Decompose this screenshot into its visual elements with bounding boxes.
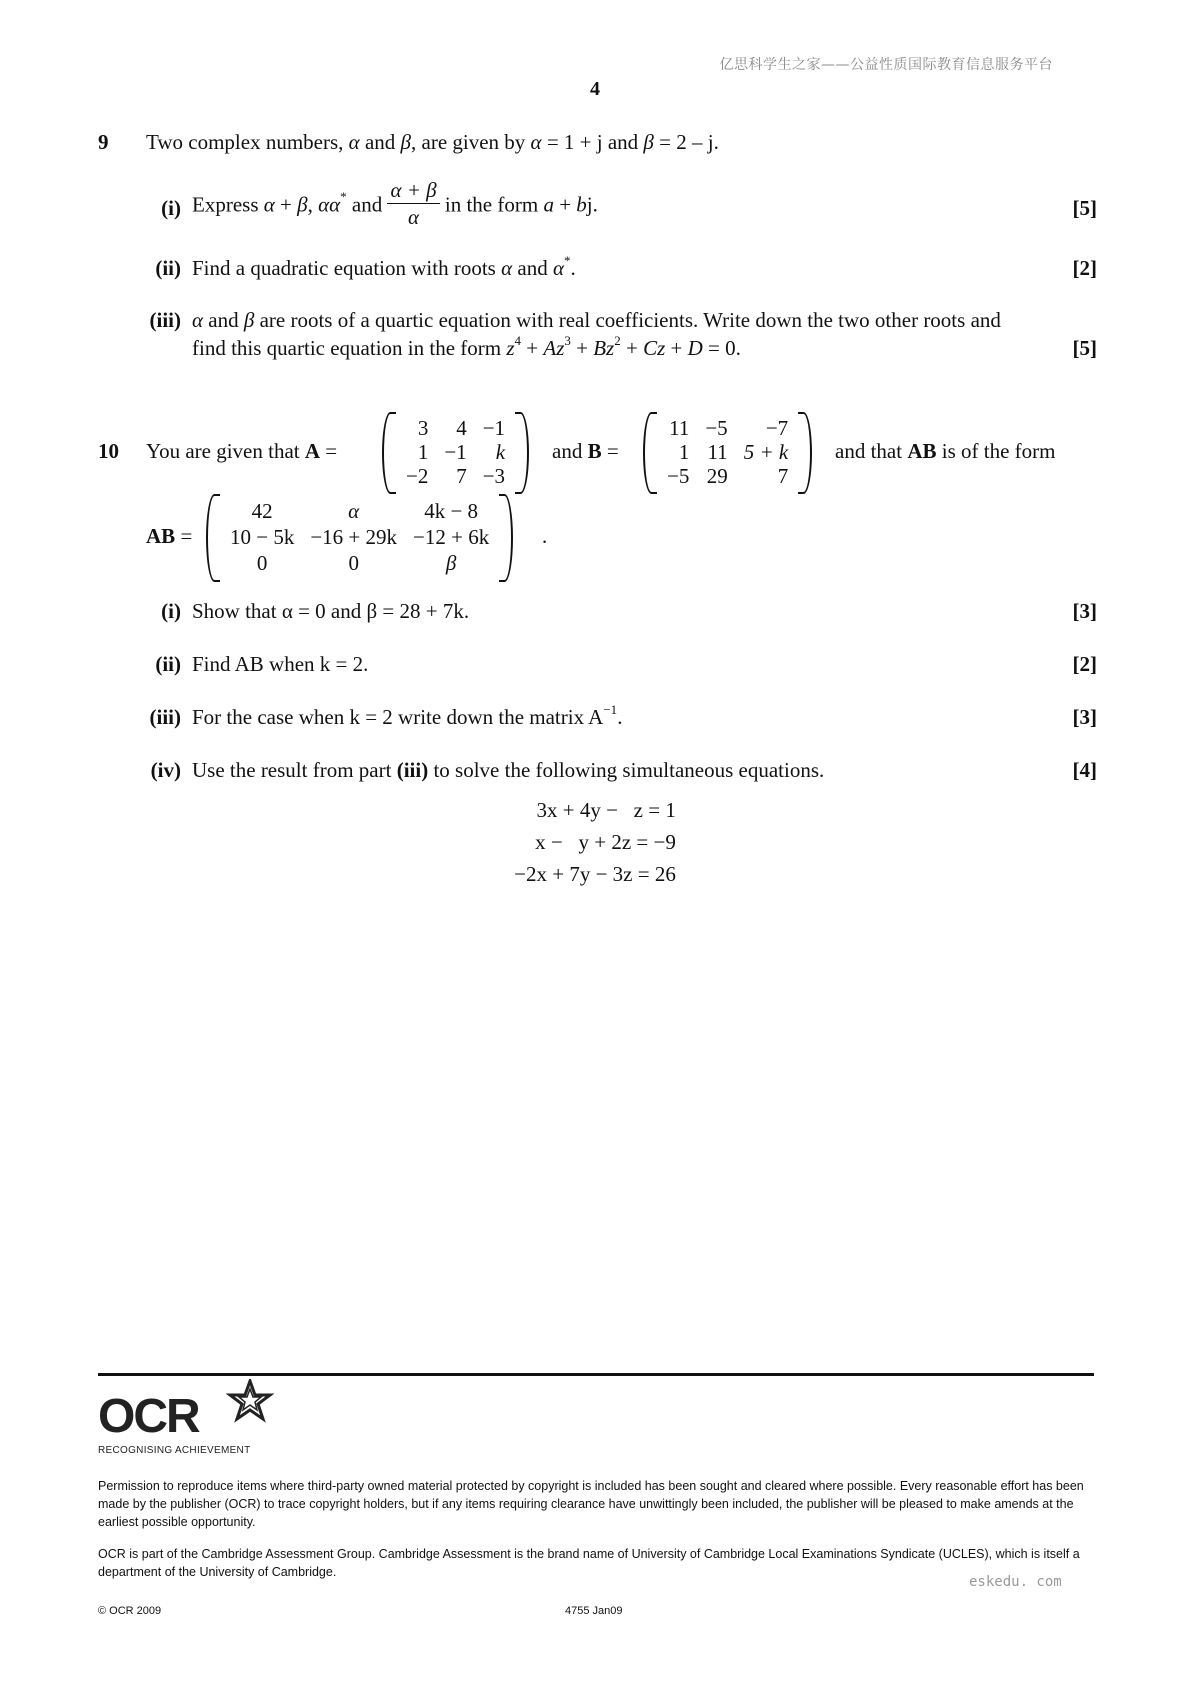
footer-rule	[98, 1373, 1094, 1376]
q10-part-i-text: Show that α = 0 and β = 28 + 7k.	[192, 599, 470, 623]
q10-tail: and that AB is of the form	[835, 439, 1056, 463]
q10-part-ii-marks: [2]	[1072, 652, 1097, 676]
q9-part-i-marks: [5]	[1072, 196, 1097, 220]
paper-code: 4755 Jan09	[565, 1605, 623, 1617]
watermark-footer: eskedu. com	[969, 1574, 1062, 1590]
question-10-intro: You are given that A =	[146, 439, 338, 463]
matrix-b: 11 −5 −7 1 11 5 + k −5 29 7	[643, 416, 812, 488]
q10-part-ii-text: Find AB when k = 2.	[192, 652, 369, 676]
q10-part-i-marks: [3]	[1072, 599, 1097, 623]
q10-part-iv-label: (iv)	[150, 758, 181, 782]
q9-part-ii-text: Find a quadratic equation with roots α and α*.	[192, 253, 576, 280]
q9-part-ii-marks: [2]	[1072, 256, 1097, 280]
q10-part-iii-text: For the case when k = 2 write down the matrix $A^{-1}$.	[192, 702, 623, 729]
ab-period: .	[542, 524, 548, 548]
q9-part-iii-text: α and β are roots of a quartic equation with real coefficients. Write down the two other roots and find this quartic equation in the form $z^4 + Az^3 + Bz^2 + Cz + D = 0$.	[192, 308, 1001, 360]
q9-part-i-text: Express α + β, αα* and $\frac{\alpha + \beta}{\alpha}$ in the form a + bj.	[192, 178, 598, 229]
fraction: $\frac{\alpha + \beta}{\alpha}$	[387, 177, 439, 230]
and-b-label: and B =	[552, 439, 619, 463]
q10-part-i-label: (i)	[161, 599, 181, 623]
q9-part-ii-label: (ii)	[155, 256, 181, 280]
q9-part-iii-label: (iii)	[149, 308, 181, 332]
question-9-stem: Two complex numbers, α and β, are given by α = 1 + j and β = 2 – j.	[146, 130, 719, 154]
q10-part-iii-label: (iii)	[149, 705, 181, 729]
matrix-ab: 42 α 4k − 8 10 − 5k −16 + 29k −12 + 6k 0 0 β	[206, 498, 513, 576]
equation-1: 3x + 4y − z = 1	[536, 798, 676, 822]
cambridge-text: OCR is part of the Cambridge Assessment Group. Cambridge Assessment is the brand name of University of Cambridge Local Examinations Syndicate (UCLES), which is itself a department of the University of Cambridge.	[98, 1547, 1080, 1579]
q10-part-iv-marks: [4]	[1072, 758, 1097, 782]
simultaneous-equations	[0, 794, 1190, 890]
ab-label: AB =	[146, 524, 193, 548]
matrix-a: 3 4 −1 1 −1 k −2 7 −3	[382, 416, 529, 488]
equation-2: x − y + 2z = −9	[535, 830, 676, 854]
page-number: 4	[590, 78, 600, 100]
copyright: © OCR 2009	[98, 1605, 162, 1617]
star-icon	[226, 1379, 274, 1423]
equation-3: −2x + 7y − 3z = 26	[514, 862, 676, 886]
question-10-number: 10	[98, 439, 119, 463]
watermark-header: 亿思科学生之家——公益性质国际教育信息服务平台	[719, 57, 1053, 73]
q10-part-iv-text: Use the result from part (iii) to solve the following simultaneous equations.	[192, 758, 825, 782]
question-9-number: 9	[98, 130, 109, 154]
permission-text: Permission to reproduce items where third-party owned material protected by copyright is included has been sought and cleared where possible. Every reasonable effort has been made by the publisher (OCR) to trace copyright holders, but if any items requiring clearance have unwittingly been included, the publisher will be pleased to make amends at the earliest possible opportunity.	[98, 1479, 1084, 1529]
ocr-logo: OCR RECOGNISING ACHIEVEMENT	[98, 1393, 250, 1456]
q10-part-iii-marks: [3]	[1072, 705, 1097, 729]
q9-part-iii-marks: [5]	[1072, 336, 1097, 360]
q10-part-ii-label: (ii)	[155, 652, 181, 676]
q9-part-i-label: (i)	[161, 196, 181, 220]
